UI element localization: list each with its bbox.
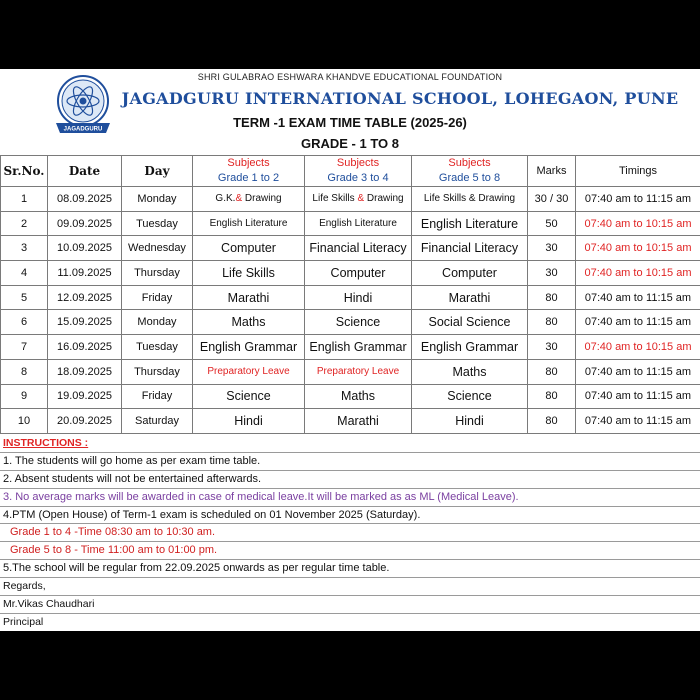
table-row <box>1 261 700 286</box>
signatory-name: Mr.Vikas Chaudhari <box>0 596 700 614</box>
cell-subject-g34: Marathi <box>305 409 412 434</box>
cell-day: Saturday <box>122 409 193 434</box>
cell-subject-g58: Computer <box>412 261 528 286</box>
cell-subject-g12: English Grammar <box>193 335 305 360</box>
cell-subject-g58: Maths <box>412 359 528 384</box>
cell-subject-g34: Science <box>305 310 412 335</box>
exam-timetable <box>0 155 700 434</box>
cell-subject-g58: Science <box>412 384 528 409</box>
cell-date: 16.09.2025 <box>48 335 122 360</box>
instruction-5: 5.The school will be regular from 22.09.2025 onwards as per regular time table. <box>0 560 700 578</box>
cell-subject-g12: Preparatory Leave <box>193 359 305 384</box>
logo-text: JAGADGURU <box>63 126 103 133</box>
cell-subject-g12: English Literature <box>193 211 305 236</box>
cell-subject-g34: Life Skills & Drawing <box>305 187 412 212</box>
table-row <box>1 409 700 434</box>
cell-day: Tuesday <box>122 211 193 236</box>
cell-subject-g58: Hindi <box>412 409 528 434</box>
cell-srno: 3 <box>1 236 48 261</box>
cell-date: 10.09.2025 <box>48 236 122 261</box>
cell-marks: 80 <box>528 409 576 434</box>
table-row <box>1 310 700 335</box>
table-row <box>1 359 700 384</box>
instructions-heading: INSTRUCTIONS : <box>0 435 700 453</box>
cell-srno: 8 <box>1 359 48 384</box>
cell-day: Thursday <box>122 359 193 384</box>
cell-day: Tuesday <box>122 335 193 360</box>
cell-timing: 07:40 am to 11:15 am <box>576 187 700 212</box>
instructions-section <box>0 435 700 632</box>
cell-date: 08.09.2025 <box>48 187 122 212</box>
cell-srno: 4 <box>1 261 48 286</box>
cell-subject-g58: Financial Literacy <box>412 236 528 261</box>
cell-marks: 80 <box>528 310 576 335</box>
cell-subject-g58: English Grammar <box>412 335 528 360</box>
cell-subject-g34: Maths <box>305 384 412 409</box>
table-row <box>1 187 700 212</box>
cell-subject-g34: Preparatory Leave <box>305 359 412 384</box>
cell-date: 18.09.2025 <box>48 359 122 384</box>
foundation-name: SHRI GULABRAO ESHWARA KHANDVE EDUCATIONAL FOUNDATION <box>197 72 503 82</box>
table-row <box>1 285 700 310</box>
cell-day: Friday <box>122 285 193 310</box>
cell-subject-g12: Computer <box>193 236 305 261</box>
cell-timing: 07:40 am to 10:15 am <box>576 335 700 360</box>
cell-srno: 7 <box>1 335 48 360</box>
cell-subject-g12: Life Skills <box>193 261 305 286</box>
cell-date: 12.09.2025 <box>48 285 122 310</box>
header-day: Day <box>122 156 193 187</box>
header-srno: Sr.No. <box>1 156 48 187</box>
school-name: JAGADGURU INTERNATIONAL SCHOOL, LOHEGAON, PUNE <box>121 89 679 108</box>
cell-day: Monday <box>122 310 193 335</box>
cell-marks: 30 <box>528 236 576 261</box>
cell-subject-g12: Science <box>193 384 305 409</box>
cell-timing: 07:40 am to 10:15 am <box>576 236 700 261</box>
cell-timing: 07:40 am to 11:15 am <box>576 359 700 384</box>
instruction-1: 1. The students will go home as per exam time table. <box>0 453 700 471</box>
table-header-row <box>1 156 700 187</box>
cell-subject-g58: Marathi <box>412 285 528 310</box>
cell-srno: 9 <box>1 384 48 409</box>
cell-subject-g34: English Literature <box>305 211 412 236</box>
cell-marks: 80 <box>528 285 576 310</box>
cell-srno: 10 <box>1 409 48 434</box>
cell-marks: 80 <box>528 384 576 409</box>
table-row <box>1 335 700 360</box>
cell-timing: 07:40 am to 11:15 am <box>576 409 700 434</box>
cell-timing: 07:40 am to 11:15 am <box>576 285 700 310</box>
cell-srno: 1 <box>1 187 48 212</box>
table-row <box>1 211 700 236</box>
header-marks: Marks <box>528 156 576 187</box>
cell-date: 19.09.2025 <box>48 384 122 409</box>
cell-marks: 80 <box>528 359 576 384</box>
cell-srno: 5 <box>1 285 48 310</box>
cell-date: 15.09.2025 <box>48 310 122 335</box>
instruction-4: 4.PTM (Open House) of Term-1 exam is scheduled on 01 November 2025 (Saturday). <box>0 507 700 525</box>
header-subjects-g58: Subjects Grade 5 to 8 <box>412 156 528 187</box>
cell-marks: 30 <box>528 335 576 360</box>
header-date: Date <box>48 156 122 187</box>
header-timings: Timings <box>576 156 700 187</box>
table-row <box>1 236 700 261</box>
cell-subject-g58: Life Skills & Drawing <box>412 187 528 212</box>
instruction-3: 3. No average marks will be awarded in case of medical leave.It will be marked as as ML (Medical Leave). <box>0 489 700 507</box>
header-subjects-g34: Subjects Grade 3 to 4 <box>305 156 412 187</box>
cell-marks: 50 <box>528 211 576 236</box>
cell-day: Wednesday <box>122 236 193 261</box>
cell-day: Friday <box>122 384 193 409</box>
header <box>0 69 700 155</box>
cell-subject-g34: Hindi <box>305 285 412 310</box>
cell-subject-g58: Social Science <box>412 310 528 335</box>
cell-day: Thursday <box>122 261 193 286</box>
cell-subject-g34: Computer <box>305 261 412 286</box>
signatory-role: Principal <box>3 615 44 628</box>
cell-timing: 07:40 am to 10:15 am <box>576 211 700 236</box>
timetable-sheet <box>0 69 700 631</box>
cell-marks: 30 <box>528 261 576 286</box>
cell-timing: 07:40 am to 11:15 am <box>576 310 700 335</box>
cell-date: 09.09.2025 <box>48 211 122 236</box>
cell-srno: 6 <box>1 310 48 335</box>
cell-day: Monday <box>122 187 193 212</box>
cell-date: 20.09.2025 <box>48 409 122 434</box>
instruction-2: 2. Absent students will not be entertained afterwards. <box>0 471 700 489</box>
regards: Regards, <box>0 578 700 596</box>
grade-title: GRADE - 1 TO 8 <box>300 136 399 151</box>
instruction-4-grade-5-8: Grade 5 to 8 - Time 11:00 am to 01:00 pm. <box>0 542 700 560</box>
cell-subject-g12: G.K.& Drawing <box>193 187 305 212</box>
cell-subject-g12: Maths <box>193 310 305 335</box>
cell-subject-g34: Financial Literacy <box>305 236 412 261</box>
cell-marks: 30 / 30 <box>528 187 576 212</box>
instruction-4-grade-1-4: Grade 1 to 4 -Time 08:30 am to 10:30 am. <box>0 524 700 542</box>
table-row <box>1 384 700 409</box>
cell-date: 11.09.2025 <box>48 261 122 286</box>
cell-subject-g58: English Literature <box>412 211 528 236</box>
cell-subject-g34: English Grammar <box>305 335 412 360</box>
cell-subject-g12: Marathi <box>193 285 305 310</box>
cell-timing: 07:40 am to 10:15 am <box>576 261 700 286</box>
exam-title: TERM -1 EXAM TIME TABLE (2025-26) <box>233 115 467 130</box>
cell-timing: 07:40 am to 11:15 am <box>576 384 700 409</box>
cell-subject-g12: Hindi <box>193 409 305 434</box>
header-subjects-g12: Subjects Grade 1 to 2 <box>193 156 305 187</box>
cell-srno: 2 <box>1 211 48 236</box>
